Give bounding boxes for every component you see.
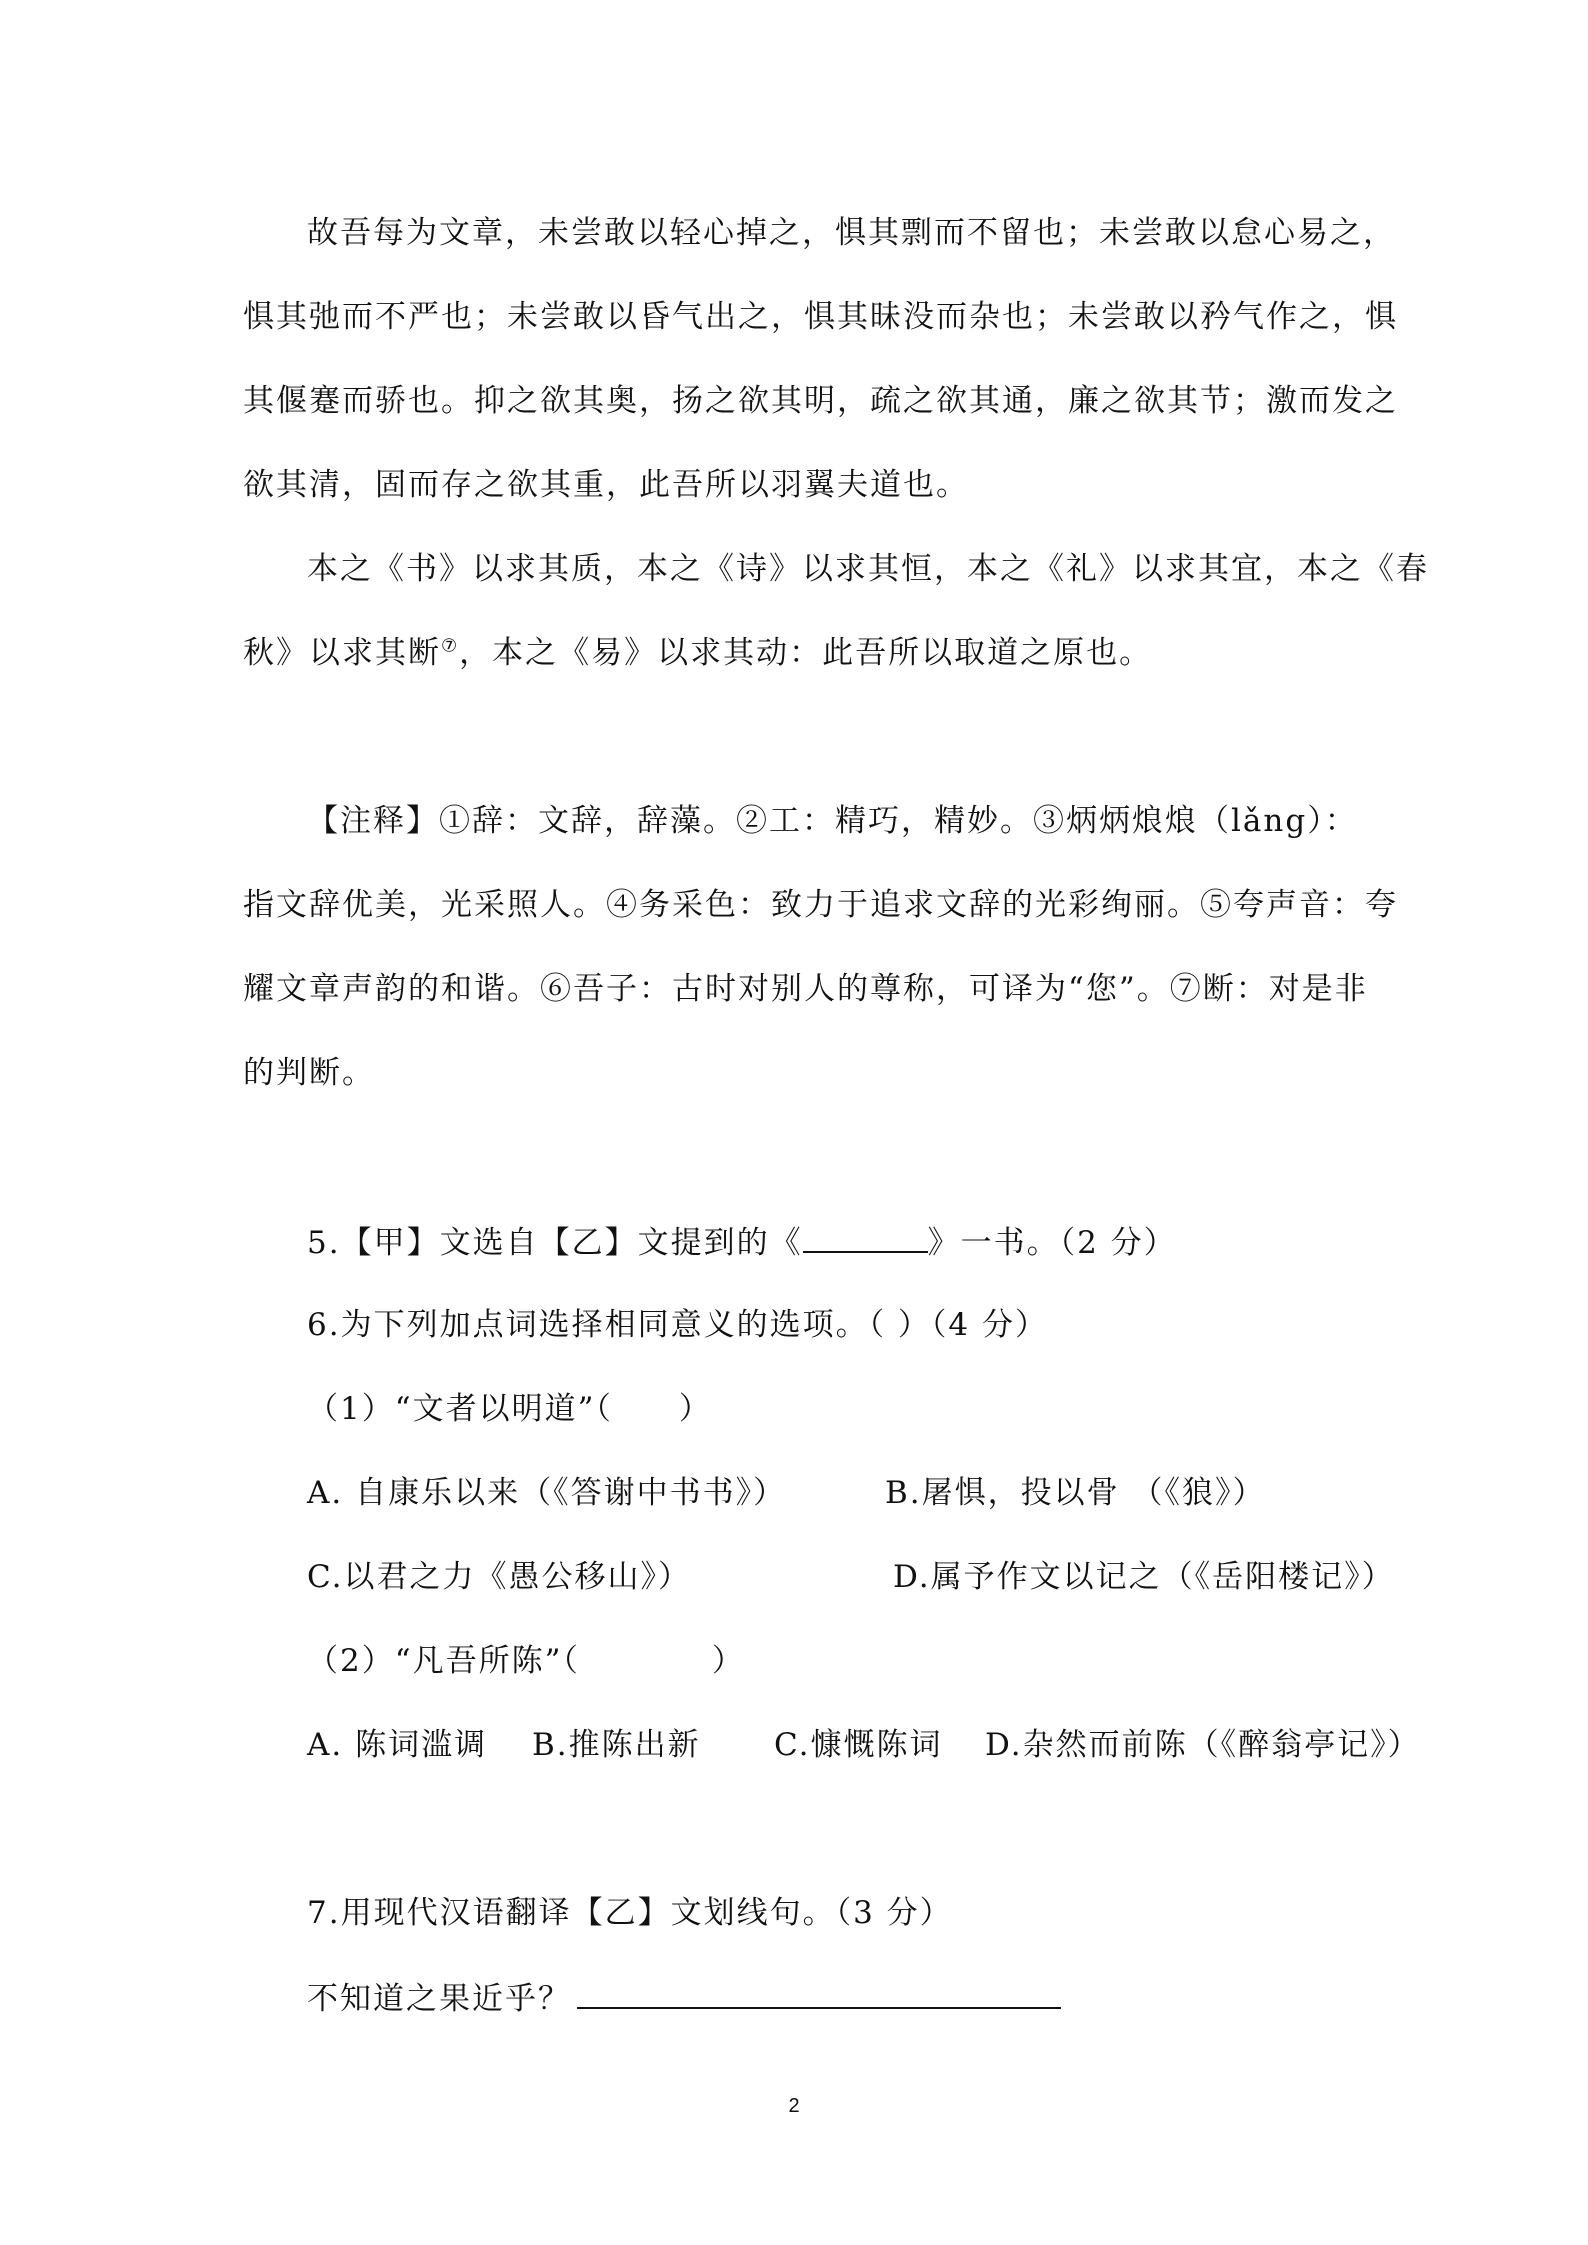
question-6-sub2-label: （2）“凡吾所陈”（ ） (307, 1643, 745, 1679)
question-6-sub1-option-d: D.属予作文以记之（《岳阳楼记》） (893, 1559, 1395, 1595)
question-6-sub1-option-b: B.屠惧，投以骨 （《狼》） (885, 1475, 1266, 1511)
footnote-marker: ⑦ (441, 635, 460, 657)
question-6-sub2-option-a: A. 陈词滥调 (307, 1727, 488, 1763)
passage-p1-line1: 故吾每为文章，未尝敢以轻心掉之，惧其剽而不留也；未尝敢以怠心易之， (307, 215, 1396, 251)
question-7-stem: 7.用现代汉语翻译【乙】文划线句。（3 分） (307, 1895, 953, 1931)
question-5 (307, 1221, 1177, 1263)
question-6-stem: 6.为下列加点词选择相同意义的选项。（ ）（4 分） (307, 1307, 1049, 1343)
question-7-answer-line[interactable] (577, 1977, 1061, 2009)
question-6-sub1-option-c: C.以君之力《愚公移山》） (307, 1559, 691, 1595)
passage-p2-line2-before: 秋》以求其断 (243, 635, 441, 671)
question-6-sub1-option-a: A. 自康乐以来（《答谢中书书》） (307, 1475, 787, 1511)
question-7-prompt-text: 不知道之果近乎？ (307, 1981, 571, 2017)
question-5-answer-blank[interactable] (803, 1221, 928, 1253)
notes-line4: 的判断。 (243, 1055, 375, 1091)
question-7-prompt (307, 1977, 1061, 2019)
passage-p2-line2 (243, 633, 1152, 673)
notes-line2: 指文辞优美，光采照人。④务采色：致力于追求文辞的光彩绚丽。⑤夸声音：夸 (243, 887, 1398, 923)
passage-p1-line4: 欲其清，固而存之欲其重，此吾所以羽翼夫道也。 (243, 467, 969, 503)
passage-p2-line1: 本之《书》以求其质，本之《诗》以求其恒，本之《礼》以求其宜，本之《春 (307, 551, 1429, 587)
question-6-sub2-option-d: D.杂然而前陈（《醉翁亭记》） (985, 1727, 1421, 1763)
notes-line3: 耀文章声韵的和谐。⑥吾子：古时对别人的尊称，可译为“您”。⑦断：对是非 (243, 971, 1368, 1007)
passage-p1-line2: 惧其弛而不严也；未尝敢以昏气出之，惧其昧没而杂也；未尝敢以矜气作之，惧 (243, 299, 1398, 335)
notes-line1: 【注释】①辞：文辞，辞藻。②工：精巧，精妙。③炳炳烺烺（lǎng）： (307, 803, 1358, 839)
question-6-sub1-label: （1）“文者以明道”（ ） (307, 1391, 712, 1427)
question-6-sub2-option-c: C.慷慨陈词 (774, 1727, 943, 1763)
question-6-sub2-option-b: B.推陈出新 (532, 1727, 701, 1763)
question-5-before: 5.【甲】文选自【乙】文提到的《 (307, 1225, 803, 1261)
question-5-after: 》一书。（2 分） (927, 1225, 1177, 1261)
passage-p1-line3: 其偃蹇而骄也。抑之欲其奥，扬之欲其明，疏之欲其通，廉之欲其节；激而发之 (243, 383, 1398, 419)
passage-p2-line2-after: ，本之《易》以求其动：此吾所以取道之原也。 (459, 635, 1153, 671)
page-number: 2 (788, 2095, 800, 2117)
